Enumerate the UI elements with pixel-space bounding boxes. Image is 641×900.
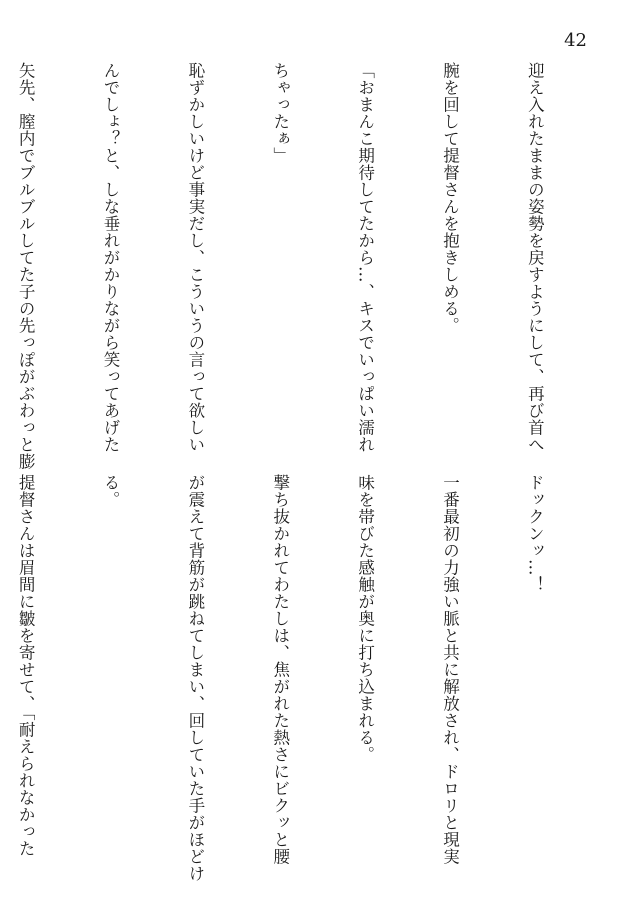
text-block-top: [16, 62, 605, 470]
text-line: る。: [100, 474, 120, 508]
text-line: 腕を回して提督さんを抱きしめる。: [440, 62, 460, 334]
text-line: 味を帯びた感触が奥に打ち込まれる。: [355, 474, 375, 763]
text-line: 「おまんこ期待してたから…、キスでいっぱい濡れ: [355, 62, 375, 453]
text-block-bottom: [16, 474, 605, 882]
text-line: んでしょ？と、しな垂れがかりながら笑ってあげた: [100, 62, 120, 453]
text-line: 一番最初の力強い脈と共に解放され、ドロリと現実: [440, 474, 460, 865]
text-line: 提督さんは眉間に皺を寄せて、「耐えられなかった: [16, 474, 36, 857]
text-line: 撃ち抜かれてわたしは、焦がれた熱さにビクッと腰: [270, 474, 290, 865]
text-line: が震えて背筋が跳ねてしまい、回していた手がほどけ: [185, 474, 205, 882]
text-line: 迎え入れたままの姿勢を戻すようにして、再び首へ: [525, 62, 545, 453]
text-line: ちゃったぁ」: [270, 62, 290, 164]
text-line: ドックンッ…！: [525, 474, 545, 593]
page-number: 42: [564, 30, 587, 51]
text-line: 恥ずかしいけど事実だし、こういうの言って欲しい: [185, 62, 205, 453]
text-line: 矢先、膣内でブルブルしてた子の先っぽがぶわっと膨: [16, 62, 36, 470]
